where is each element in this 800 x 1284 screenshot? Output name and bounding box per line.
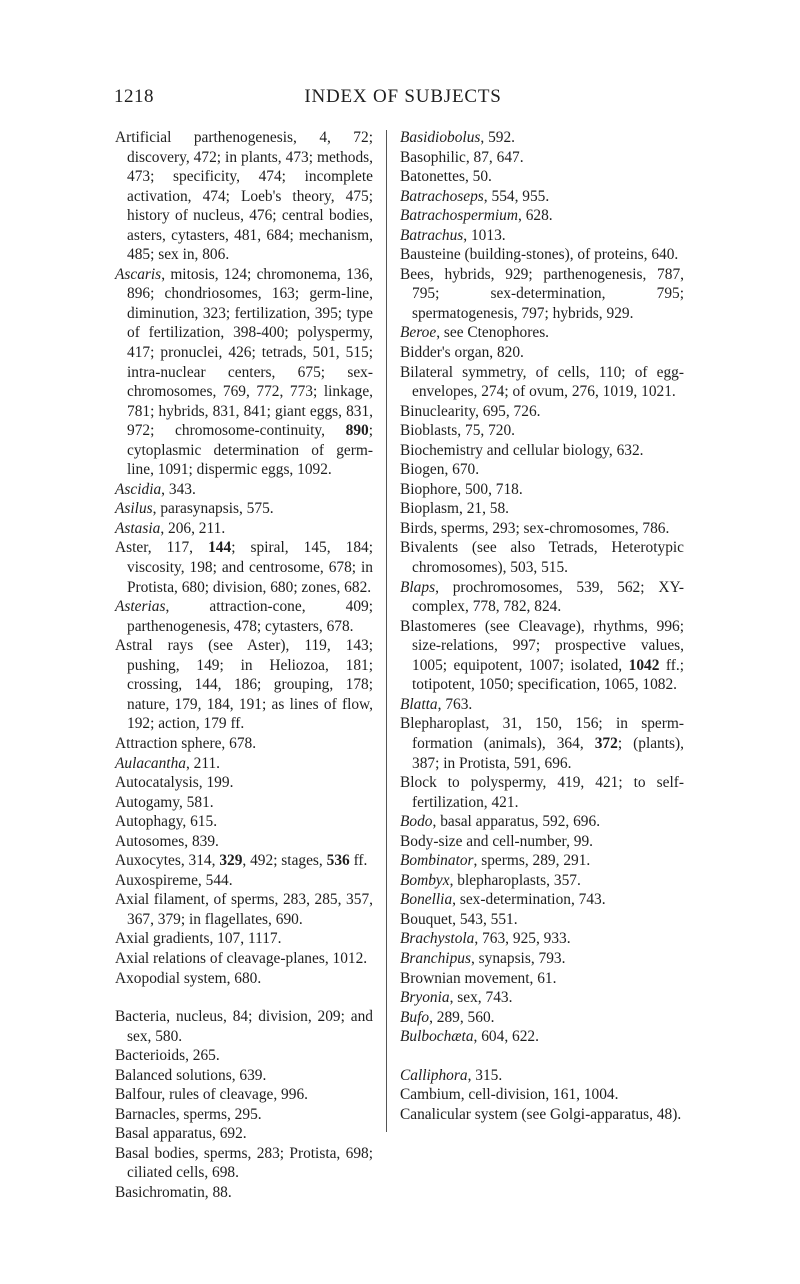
index-locators: , 820. (489, 344, 524, 362)
index-entry (115, 1183, 373, 1203)
index-term: Canalicular system (400, 1105, 518, 1123)
index-locator-principal: 536 (326, 852, 350, 870)
index-locators: ff. (349, 852, 368, 870)
index-locators: , 604, 622. (473, 1028, 539, 1046)
index-entry (400, 910, 684, 930)
index-locators: , prochromosomes, 539, 562; XY-complex, 778, 782, 824. (412, 578, 684, 616)
index-locators: (building-stones), of proteins, 640. (460, 246, 679, 264)
index-locators: , 289, 560. (429, 1008, 495, 1026)
index-locators: ; cytoplasmic determination of germ-line, 1091; dispermic eggs, 1092. (127, 422, 373, 479)
index-term: Blatta (400, 695, 438, 713)
index-entry (400, 871, 684, 891)
index-term: Balanced solutions (115, 1066, 232, 1084)
index-locators: , 639. (231, 1066, 267, 1084)
index-term: Blepharoplast (400, 715, 486, 733)
index-term: Basophilic (400, 148, 466, 166)
index-locators: , 1012. (324, 949, 368, 967)
index-term: Auxocytes (115, 852, 181, 870)
index-entry (115, 519, 373, 539)
index-entry (115, 969, 373, 989)
index-locators: , of sperms, 283, 285, 357, 367, 379; in flagellates, 690. (127, 891, 373, 928)
index-locators: , sperms, 289, 291. (473, 852, 591, 870)
index-term: Ascidia (115, 480, 162, 498)
index-term: Bilateral symmetry (400, 363, 523, 381)
index-locators: , 581. (178, 793, 214, 811)
index-entry (400, 695, 684, 715)
index-term: Beroe (400, 324, 437, 342)
index-entry (115, 754, 373, 774)
index-entry (400, 226, 684, 246)
index-locators: , of cells, 110; of egg-envelopes, 274; of ovum, 276, 1019, 1021. (412, 363, 684, 401)
index-locators: (see Aster), 119, 143; pushing, 149; in Heliozoa, 181; crossing, 144, 186; grouping, 178; nature, 179, 184, 191; as lines of flow, 192; action, 179 ff. (127, 637, 373, 733)
index-locators: , 492; stages, (242, 852, 327, 870)
index-entry (115, 949, 373, 969)
index-entry (400, 206, 684, 226)
index-entry (115, 538, 373, 597)
index-term: Ascaris (115, 265, 162, 283)
index-locators: , parasynapsis, 575. (152, 500, 274, 518)
index-term: Bombinator (400, 852, 474, 870)
index-locators: , rules of cleavage, 996. (161, 1086, 308, 1104)
index-term: Branchipus (400, 949, 471, 967)
index-term: Batrachus (400, 226, 464, 244)
index-locators: , 21, 58. (459, 500, 510, 518)
index-locators: , blepharoplasts, 357. (449, 871, 581, 889)
index-entry (115, 929, 373, 949)
index-locators: , sex-determination, 743. (452, 891, 606, 909)
index-term: Bonellia (400, 891, 453, 909)
index-locators: , 88. (204, 1183, 232, 1201)
index-locators: , basal apparatus, 592, 696. (432, 813, 601, 831)
index-entry (115, 1144, 373, 1183)
index-term: Batrachospermium (400, 207, 518, 225)
index-entry (400, 499, 684, 519)
index-locators: , sperms, 295. (175, 1105, 262, 1123)
running-title: INDEX OF SUBJECTS (304, 86, 502, 107)
index-locators: , 1013. (463, 226, 506, 244)
index-entry (400, 578, 684, 617)
index-locators: , 87, 647. (465, 148, 524, 166)
index-term: Asterias (115, 598, 166, 616)
index-locators: , 99. (566, 832, 593, 850)
index-term: Bouquet (400, 910, 453, 928)
index-locators: , 763, 925, 933. (474, 930, 571, 948)
page-header (114, 86, 692, 110)
index-entry (115, 636, 373, 734)
index-locators: , 315. (467, 1066, 503, 1084)
index-term: Birds (400, 519, 434, 537)
index-locators: , 592. (480, 129, 516, 146)
index-locators: , 670. (444, 461, 480, 479)
index-term: Batrachoseps (400, 187, 484, 205)
index-term: Basichromatin (115, 1183, 205, 1201)
index-term: Aster (115, 539, 148, 557)
index-locators: , 61. (529, 969, 557, 987)
index-entry (400, 441, 684, 461)
index-locators: , sex, 743. (449, 989, 513, 1007)
index-locators: , 615. (182, 813, 218, 831)
index-locators: , 763. (437, 695, 473, 713)
index-term: Bryonia (400, 989, 450, 1007)
index-entry (400, 812, 684, 832)
index-term: Bacteria (115, 1008, 167, 1026)
index-term: Basidiobolus (400, 129, 481, 146)
index-term: Block to polyspermy (400, 774, 543, 792)
section-gap (400, 1047, 684, 1066)
index-entry (400, 245, 684, 265)
index-term: Autophagy (115, 813, 183, 831)
index-term: Axial gradients (115, 930, 210, 948)
index-locators: , 544. (197, 871, 233, 889)
index-term: Batonettes (400, 168, 465, 186)
index-column-left (115, 128, 373, 1203)
index-entry (115, 871, 373, 891)
index-entry (400, 617, 684, 695)
index-term: Cambium (400, 1086, 461, 1104)
index-term: Binuclearity (400, 402, 476, 420)
index-locators: , 554, 955. (483, 187, 550, 205)
index-locators: , 632. (608, 441, 644, 459)
index-entry (115, 1066, 373, 1086)
index-entry (400, 460, 684, 480)
index-locators: , mitosis, 124; chromonema, 136, 896; chondriosomes, 163; germ-line, diminution, 323; fertilization, 395; type of fertilization, 398-400; polyspermy, 417; pronuclei, 426; tetrads, 501, 515; intra-nuclear centers, 675; sex-chromosomes, 769, 772, 773; linkage, 781; hybrids, 831, 841; giant eggs, 831, 972; chromosome-continuity, (127, 265, 373, 440)
index-term: Bees (400, 265, 430, 283)
index-locators: , 206, 211. (160, 519, 226, 537)
index-term: Brachystola (400, 930, 475, 948)
index-locators: ff.; totipotent, 1050; specification, 1065, 1082. (412, 656, 684, 694)
index-term: Bufo (400, 1008, 430, 1026)
index-locator-principal: 890 (345, 422, 369, 440)
index-entry (400, 519, 684, 539)
index-term: Bidder's organ (400, 344, 490, 362)
index-locators: (see Golgi-apparatus, 48). (517, 1105, 682, 1123)
index-entry (400, 323, 684, 343)
index-entry (115, 499, 373, 519)
index-entry (115, 597, 373, 636)
index-entry (400, 832, 684, 852)
index-locator-principal: 372 (594, 734, 618, 752)
index-term: Asilus (115, 500, 153, 518)
index-term: Bombyx (400, 871, 450, 889)
index-locators: , see Ctenophores. (436, 324, 550, 342)
page-number: 1218 (114, 86, 154, 107)
index-locators: (see also Tetrads, Heterotypic chromosomes), 503, 515. (412, 539, 684, 577)
index-locators: , 680. (226, 969, 262, 987)
index-locators: ; (plants), 387; in Protista, 591, 696. (412, 734, 684, 772)
index-term: Bodo (400, 813, 433, 831)
index-locators: , sperms, 293; sex-chromosomes, 786. (433, 519, 670, 537)
index-entry (400, 480, 684, 500)
index-locators: , hybrids, 929; parthenogenesis, 787, 795; sex-determination, 795; spermatogenesis, 797; hybrids, 929. (412, 265, 684, 322)
index-entry (115, 773, 373, 793)
index-locators: , 75, 720. (457, 422, 516, 440)
index-locators: , 543, 551. (452, 910, 518, 928)
index-entry (115, 812, 373, 832)
index-entry (115, 851, 373, 871)
index-locators: , nucleus, 84; division, 209; and sex, 580. (127, 1008, 373, 1045)
column-divider (386, 130, 387, 1132)
index-entry (400, 167, 684, 187)
index-locators: , 628. (518, 207, 553, 225)
index-entry (400, 1027, 684, 1047)
index-entry (400, 421, 684, 441)
index-entry (400, 148, 684, 168)
index-locators: , 50. (464, 168, 492, 186)
index-locators: , synapsis, 793. (470, 949, 566, 967)
index-locators: , 500, 718. (457, 480, 523, 498)
index-entry (400, 343, 684, 363)
index-term: Axial relations of cleavage-planes (115, 949, 325, 967)
index-term: Barnacles (115, 1105, 176, 1123)
index-entry (115, 265, 373, 480)
index-entry (400, 773, 684, 812)
index-locators: , cell-division, 161, 1004. (460, 1086, 619, 1104)
index-entry (400, 988, 684, 1008)
index-entry (400, 128, 684, 148)
index-term: Bioplasm (400, 500, 459, 518)
index-entry (115, 832, 373, 852)
index-entry (400, 1066, 684, 1086)
index-entry (115, 1105, 373, 1125)
index-term: Astral rays (115, 637, 194, 655)
index-locators: , attraction-cone, 409; parthenogenesis, 478; cytasters, 678. (127, 598, 373, 635)
index-entry (115, 1124, 373, 1144)
section-gap (115, 988, 373, 1007)
index-term: Bausteine (400, 246, 461, 264)
index-term: Axial filament (115, 891, 206, 909)
index-term: Attraction sphere (115, 734, 222, 752)
index-locators: ; spiral, 145, 184; viscosity, 198; and centrosome, 678; in Protista, 680; division, 680; zones, 682. (127, 539, 374, 596)
index-term: Bioblasts (400, 422, 458, 440)
index-locator-principal: 329 (219, 852, 243, 870)
index-term: Basal bodies (115, 1144, 195, 1162)
index-term: Calliphora (400, 1066, 468, 1084)
index-entry (400, 187, 684, 207)
index-entry (400, 1008, 684, 1028)
index-locator-principal: 1042 (628, 656, 660, 674)
index-locators: , 107, 1117. (209, 930, 282, 948)
index-locators: , 695, 726. (475, 402, 541, 420)
index-locators: , 211. (185, 754, 221, 772)
index-term: Autosomes (115, 832, 185, 850)
index-entry (400, 949, 684, 969)
index-entry (115, 734, 373, 754)
index-entry (400, 265, 684, 324)
index-term: Biochemistry and cellular biology (400, 441, 609, 459)
index-entry (115, 890, 373, 929)
index-term: Balfour (115, 1086, 162, 1104)
index-term: Astasia (115, 519, 161, 537)
index-locators: , 31, 150, 156; in sperm-formation (animals), 364, (412, 715, 684, 752)
index-term: Axopodial system (115, 969, 227, 987)
index-entry (400, 714, 684, 773)
index-locators: (see Cleavage), rhythms, 996; size-relations, 997; prospective values, 1005; equipotent, 1007; isolated, (412, 617, 684, 674)
index-column-right (400, 128, 684, 1124)
index-entry (400, 851, 684, 871)
index-locator-principal: 144 (208, 539, 232, 557)
index-entry (400, 402, 684, 422)
index-term: Bacterioids (115, 1047, 186, 1065)
index-entry (400, 969, 684, 989)
index-term: Autocatalysis (115, 774, 199, 792)
index-term: Artificial parthenogenesis (115, 129, 294, 146)
index-term: Bulbochæta (400, 1028, 474, 1046)
index-term: Blastomeres (400, 617, 477, 635)
index-term: Blaps (400, 578, 436, 596)
index-term: Auxospireme (115, 871, 198, 889)
index-entry (115, 1085, 373, 1105)
index-locators: , 314, (180, 852, 220, 870)
index-locators: , 265. (185, 1047, 220, 1065)
index-entry (115, 1046, 373, 1066)
index-term: Brownian movement (400, 969, 530, 987)
index-locators: , 839. (184, 832, 219, 850)
index-locators: , 117, (147, 539, 209, 557)
index-term: Autogamy (115, 793, 179, 811)
index-term: Bivalents (400, 539, 459, 557)
index-entry (400, 1105, 684, 1125)
index-entry (115, 128, 373, 265)
index-entry (115, 793, 373, 813)
index-locators: , sperms, 283; Protista, 698; ciliated cells, 698. (127, 1144, 373, 1182)
index-entry (400, 363, 684, 402)
index-locators: , 692. (212, 1125, 247, 1143)
index-entry (400, 1085, 684, 1105)
index-entry (115, 1007, 373, 1046)
index-entry (400, 538, 684, 577)
index-locators: , 4, 72; discovery, 472; in plants, 473; methods, 473; specificity, 474; incomplete activation, 474; Loeb's theory, 475; history of nucleus, 476; central bodies, asters, cytasters, 481, 684; mechanism, 485; sex in, 806. (127, 129, 373, 264)
index-locators: , 199. (198, 774, 234, 792)
index-entry (400, 890, 684, 910)
index-term: Biophore (400, 480, 458, 498)
index-locators: , 419, 421; to self-fertilization, 421. (412, 774, 684, 811)
index-term: Basal apparatus (115, 1125, 213, 1143)
index-entry (115, 480, 373, 500)
index-locators: , 343. (161, 480, 196, 498)
index-entry (400, 929, 684, 949)
index-term: Body-size and cell-number (400, 832, 567, 850)
index-term: Aulacantha (115, 754, 186, 772)
index-locators: , 678. (221, 734, 257, 752)
index-term: Biogen (400, 461, 445, 479)
